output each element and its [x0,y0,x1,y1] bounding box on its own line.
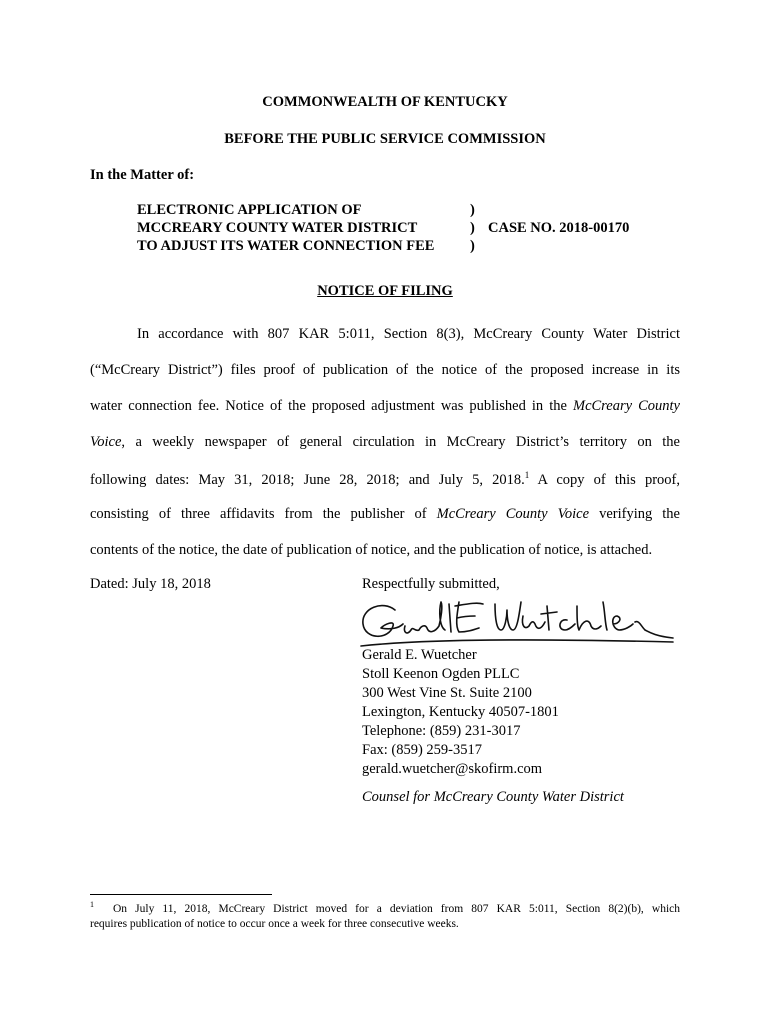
body-line-5: following dates: May 31, 2018; June 28, 2018; and July 5, 2018.$^1$ A copy of this proof, [90,470,680,488]
fax: Fax: (859) 259-3517 [362,742,483,758]
footnote-line-2: requires publication of notice to occur once a week for three consecutive weeks. [90,918,459,930]
law-firm: Stoll Keenon Ogden PLLC [362,666,520,682]
counsel-designation: Counsel for McCreary County Water District [362,789,624,805]
caption-line-2: MCCREARY COUNTY WATER DISTRICT [137,220,418,236]
address-line-2: Lexington, Kentucky 40507-1801 [362,704,559,720]
footnote-number: 1 [90,900,94,909]
footnote-divider [90,894,272,895]
footnote-line-1: On July 11, 2018, McCreary District moved for a deviation from 807 KAR 5:011, Section 8(2)(b), which [113,903,680,915]
footnote-reference: 1 [524,470,530,480]
notice-title: NOTICE OF FILING [317,283,453,299]
body-line-1: In accordance with 807 KAR 5:011, Section 8(3), McCreary County Water District [137,326,680,342]
body-line-4: Voice, a weekly newspaper of general circulation in McCreary District’s territory on the [90,434,680,450]
caption-line-1: ELECTRONIC APPLICATION OF [137,202,362,218]
body-line-3: water connection fee. Notice of the proposed adjustment was published in the McCreary County [90,398,680,414]
attorney-name: Gerald E. Wuetcher [362,647,477,663]
telephone: Telephone: (859) 231-3017 [362,723,521,739]
dated-line: Dated: July 18, 2018 [90,576,211,592]
body-line-2: (“McCreary District”) files proof of publication of the notice of the proposed increase in its [90,362,680,378]
matter-label: In the Matter of: [90,167,195,183]
respectfully-submitted: Respectfully submitted, [362,576,500,592]
body-line-6: consisting of three affidavits from the publisher of McCreary County Voice verifying the [90,506,680,522]
case-number: CASE NO. 2018-00170 [488,220,630,236]
address-line-1: 300 West Vine St. Suite 2100 [362,685,532,701]
caption-line-3: TO ADJUST ITS WATER CONNECTION FEE [137,238,435,254]
caption-paren: ) [470,238,475,254]
handwritten-signature [355,596,675,652]
email: gerald.wuetcher@skofirm.com [362,761,543,777]
caption-paren: ) [470,220,475,236]
body-line-7: contents of the notice, the date of publication of notice, and the publication of notice, is attached. [90,542,653,558]
document-heading: COMMONWEALTH OF KENTUCKY [262,94,508,110]
commission-heading: BEFORE THE PUBLIC SERVICE COMMISSION [224,131,546,147]
caption-paren: ) [470,202,475,218]
